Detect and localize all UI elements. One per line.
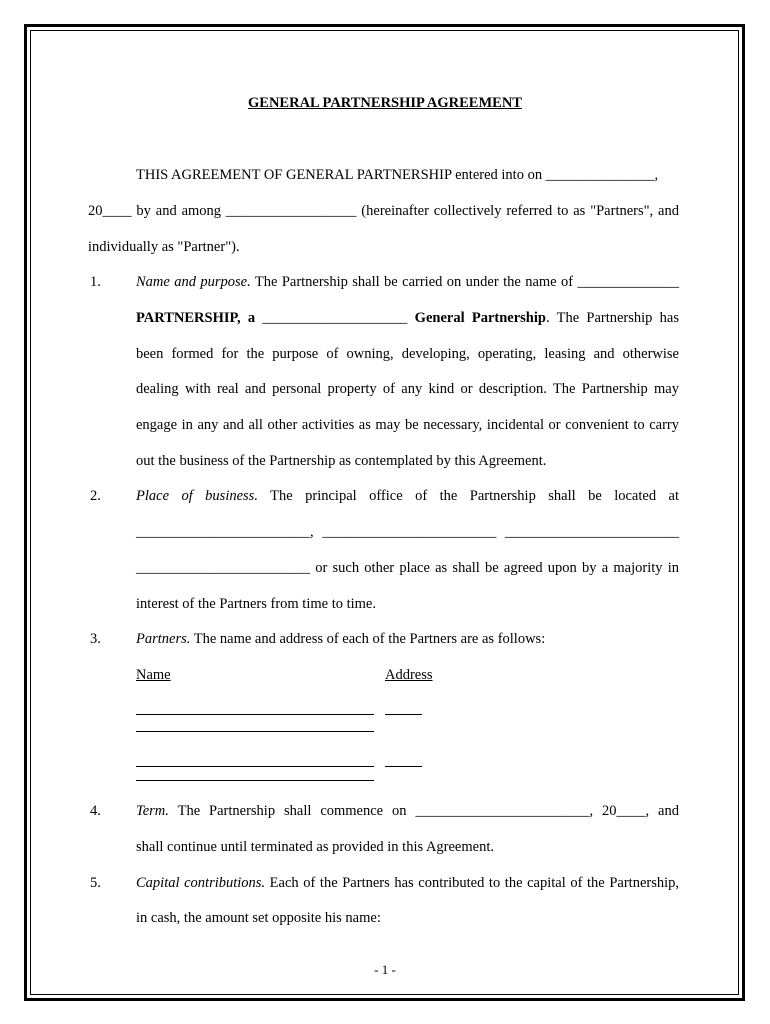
section-5-line-1-text: Each of the Partners has contributed to the capital of the Partnership, xyxy=(265,875,680,891)
section-4-line-1-text: The Partnership shall commence on ________________________, 20____, and xyxy=(168,803,679,819)
section-1-line-2 xyxy=(136,309,679,327)
section-3-line-1 xyxy=(136,630,545,648)
partners-name-column-header: Name xyxy=(136,667,171,683)
section-2-line-1 xyxy=(136,487,679,505)
section-5-line-2: in cash, the amount set opposite his name: xyxy=(136,910,381,926)
intro-line-3: individually as "Partner"). xyxy=(88,239,240,255)
section-2-line-3: ________________________ or such other place as shall be agreed upon by a majority in xyxy=(136,560,679,576)
general-partnership-bold: General Partnership xyxy=(414,310,546,326)
section-2-number: 2. xyxy=(90,488,101,504)
partner-2-name-line xyxy=(136,766,374,767)
section-5-number: 5. xyxy=(90,875,101,891)
partner-1-name-line-2 xyxy=(136,731,374,732)
document-title: GENERAL PARTNERSHIP AGREEMENT xyxy=(248,95,522,111)
section-5-heading: Capital contributions. xyxy=(136,875,266,891)
section-3-number: 3. xyxy=(90,631,101,647)
section-4-number: 4. xyxy=(90,803,101,819)
section-1-line-2-text: . The Partnership has xyxy=(545,310,680,326)
partnership-state-blank: ____________________ xyxy=(255,310,415,326)
section-1-heading: Name and purpose. xyxy=(136,274,251,290)
section-5-line-1 xyxy=(136,874,679,892)
section-2-line-4: interest of the Partners from time to time. xyxy=(136,596,376,612)
intro-line-1: THIS AGREEMENT OF GENERAL PARTNERSHIP entered into on _______________, xyxy=(136,167,659,183)
section-1-number: 1. xyxy=(90,274,101,290)
page-number: - 1 - xyxy=(374,962,396,977)
partners-address-column-header: Address xyxy=(385,667,433,683)
section-1-line-1-text: The Partnership shall be carried on under the name of ______________ xyxy=(250,274,679,290)
partnership-name-bold: PARTNERSHIP, a xyxy=(136,310,256,326)
section-4-line-1 xyxy=(136,802,679,820)
section-3-line-1-text: The name and address of each of the Partners are as follows: xyxy=(190,631,546,647)
section-1-line-5: engage in any and all other activities as may be necessary, incidental or convenient to carry xyxy=(136,417,679,433)
section-4-line-2: shall continue until terminated as provided in this Agreement. xyxy=(136,839,494,855)
section-2-address-blanks: ________________________, ________________________ ________________________ xyxy=(136,524,679,540)
partner-1-name-line xyxy=(136,714,374,715)
section-4-heading: Term. xyxy=(136,803,169,819)
partner-2-address-line xyxy=(385,766,422,767)
section-1-line-6: out the business of the Partnership as contemplated by this Agreement. xyxy=(136,453,547,469)
partner-1-address-line xyxy=(385,714,422,715)
section-1-line-3: been formed for the purpose of owning, developing, operating, leasing and otherwise xyxy=(136,346,679,362)
section-1-line-1 xyxy=(136,273,679,291)
partner-2-name-line-2 xyxy=(136,780,374,781)
section-2-line-1-text: The principal office of the Partnership shall be located at xyxy=(257,488,679,504)
section-1-line-4: dealing with real and personal property of any kind or description. The Partnership may xyxy=(136,381,679,397)
intro-line-2: 20____ by and among __________________ (hereinafter collectively referred to as "Partners", and xyxy=(88,203,679,219)
section-2-heading: Place of business. xyxy=(136,488,258,504)
section-3-heading: Partners. xyxy=(136,631,191,647)
